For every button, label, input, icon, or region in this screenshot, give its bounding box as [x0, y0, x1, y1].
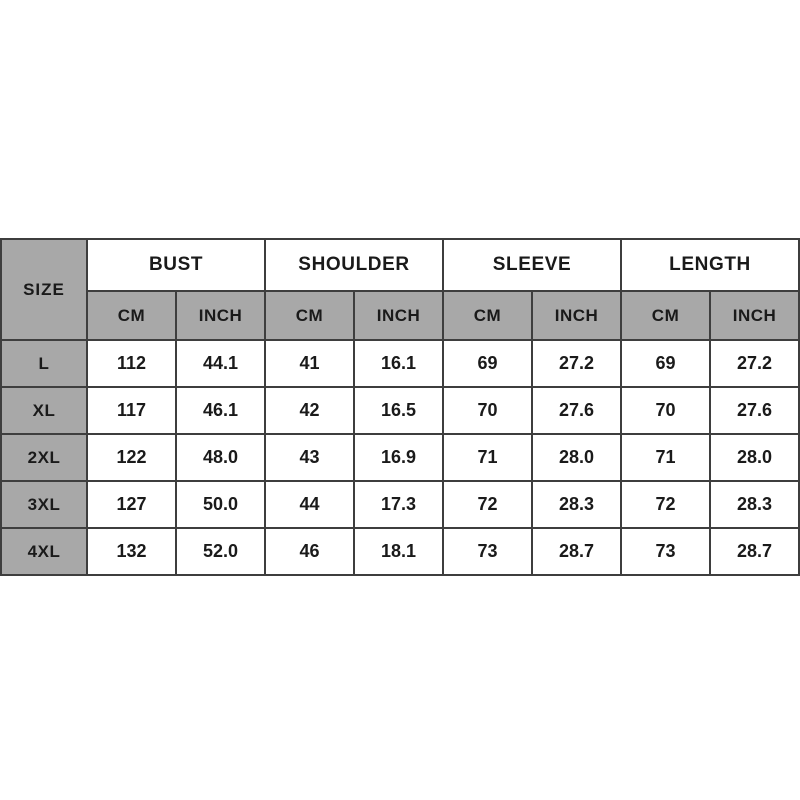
table-row [1, 528, 799, 575]
unit-header-sleeve-cm: CM [443, 291, 532, 340]
cell-shoulder-cm: 43 [265, 434, 354, 481]
measurement-header-shoulder: SHOULDER [265, 239, 443, 291]
row-size-label: XL [1, 387, 87, 434]
cell-length-cm: 73 [621, 528, 710, 575]
cell-shoulder-inch: 16.9 [354, 434, 443, 481]
table-row [1, 434, 799, 481]
cell-length-cm: 72 [621, 481, 710, 528]
cell-bust-inch: 52.0 [176, 528, 265, 575]
cell-shoulder-cm: 46 [265, 528, 354, 575]
cell-bust-cm: 117 [87, 387, 176, 434]
cell-bust-inch: 48.0 [176, 434, 265, 481]
cell-bust-inch: 50.0 [176, 481, 265, 528]
cell-sleeve-cm: 73 [443, 528, 532, 575]
unit-header-length-inch: INCH [710, 291, 799, 340]
unit-header-bust-cm: CM [87, 291, 176, 340]
cell-shoulder-cm: 41 [265, 340, 354, 387]
row-size-label: 2XL [1, 434, 87, 481]
cell-length-cm: 71 [621, 434, 710, 481]
cell-length-inch: 27.2 [710, 340, 799, 387]
cell-bust-cm: 132 [87, 528, 176, 575]
size-chart-table [0, 238, 800, 576]
cell-shoulder-cm: 42 [265, 387, 354, 434]
cell-shoulder-cm: 44 [265, 481, 354, 528]
row-size-label: L [1, 340, 87, 387]
cell-sleeve-inch: 27.6 [532, 387, 621, 434]
cell-shoulder-inch: 17.3 [354, 481, 443, 528]
cell-sleeve-cm: 71 [443, 434, 532, 481]
table-row [1, 387, 799, 434]
row-size-label: 4XL [1, 528, 87, 575]
unit-header-shoulder-inch: INCH [354, 291, 443, 340]
table-row [1, 481, 799, 528]
cell-bust-cm: 127 [87, 481, 176, 528]
measurement-header-bust: BUST [87, 239, 265, 291]
unit-header-sleeve-inch: INCH [532, 291, 621, 340]
cell-sleeve-inch: 28.3 [532, 481, 621, 528]
cell-bust-cm: 122 [87, 434, 176, 481]
cell-sleeve-cm: 72 [443, 481, 532, 528]
size-column-header: SIZE [1, 239, 87, 340]
cell-shoulder-inch: 16.5 [354, 387, 443, 434]
cell-shoulder-inch: 16.1 [354, 340, 443, 387]
cell-sleeve-cm: 70 [443, 387, 532, 434]
measurement-header-length: LENGTH [621, 239, 799, 291]
cell-bust-inch: 46.1 [176, 387, 265, 434]
cell-length-inch: 27.6 [710, 387, 799, 434]
cell-sleeve-cm: 69 [443, 340, 532, 387]
table-row [1, 340, 799, 387]
cell-sleeve-inch: 28.0 [532, 434, 621, 481]
cell-bust-inch: 44.1 [176, 340, 265, 387]
unit-header-length-cm: CM [621, 291, 710, 340]
cell-length-inch: 28.0 [710, 434, 799, 481]
unit-header-shoulder-cm: CM [265, 291, 354, 340]
cell-length-cm: 70 [621, 387, 710, 434]
measurement-header-row [1, 239, 799, 291]
cell-bust-cm: 112 [87, 340, 176, 387]
size-chart-container [0, 238, 800, 576]
cell-length-inch: 28.7 [710, 528, 799, 575]
cell-length-inch: 28.3 [710, 481, 799, 528]
unit-header-row [1, 291, 799, 340]
cell-sleeve-inch: 27.2 [532, 340, 621, 387]
unit-header-bust-inch: INCH [176, 291, 265, 340]
cell-sleeve-inch: 28.7 [532, 528, 621, 575]
cell-length-cm: 69 [621, 340, 710, 387]
cell-shoulder-inch: 18.1 [354, 528, 443, 575]
measurement-header-sleeve: SLEEVE [443, 239, 621, 291]
row-size-label: 3XL [1, 481, 87, 528]
